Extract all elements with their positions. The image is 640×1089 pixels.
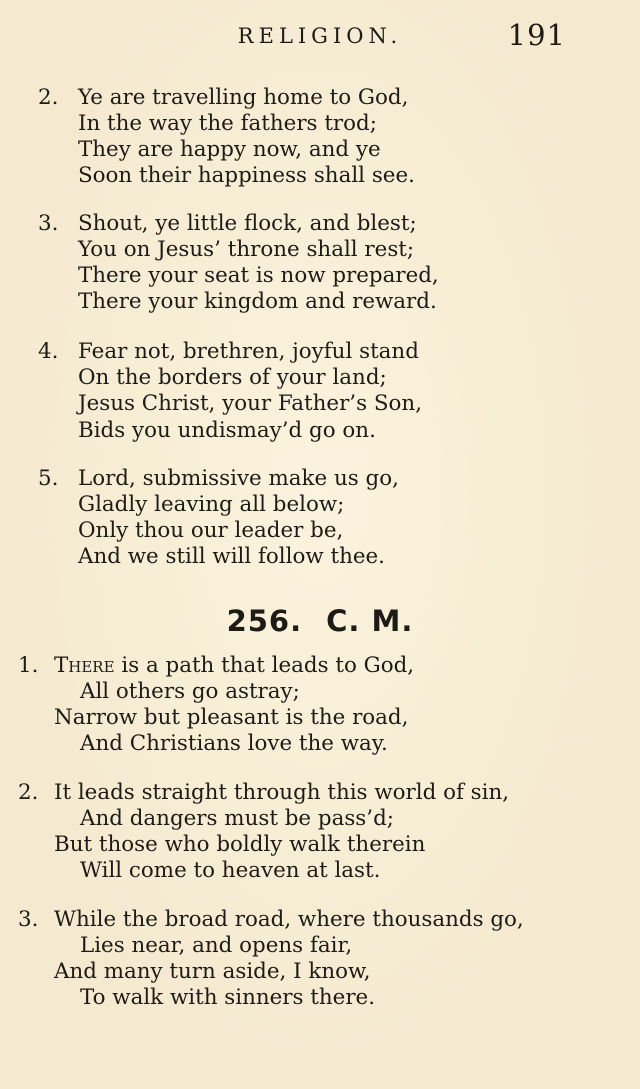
stanza-number: 2.: [18, 780, 39, 805]
verse-line: They are happy now, and ye: [78, 137, 381, 162]
hymn-meter: C. M.: [326, 604, 414, 638]
verse-line: In the way the fathers trod;: [78, 111, 377, 136]
verse-line: And dangers must be pass’d;: [80, 806, 394, 831]
verse-line: And we still will follow thee.: [78, 544, 385, 569]
verse-line: Gladly leaving all below;: [78, 492, 345, 517]
verse-line: Narrow but pleasant is the road,: [54, 705, 409, 730]
verse-line: Soon their happiness shall see.: [78, 163, 415, 188]
stanza-number: 5.: [38, 466, 59, 491]
verse-line: Shout, ye little flock, and blest;: [78, 211, 417, 236]
verse-line: Only thou our leader be,: [78, 518, 344, 543]
verse-line: While the broad road, where thousands go,: [54, 907, 524, 932]
verse-line: And Christians love the way.: [80, 731, 388, 756]
stanza-number: 1.: [18, 653, 39, 678]
verse-line: Lies near, and opens fair,: [80, 933, 353, 958]
hymn-heading: [0, 604, 640, 638]
verse-line: Fear not, brethren, joyful stand: [78, 339, 419, 364]
verse-line: But those who boldly walk therein: [54, 832, 426, 857]
verse-line-first: [54, 655, 414, 676]
verse-line: And many turn aside, I know,: [54, 959, 371, 984]
verse-line: There your kingdom and reward.: [78, 289, 437, 314]
verse-line: Lord, submissive make us go,: [78, 466, 399, 491]
stanza-number: 3.: [38, 211, 59, 236]
verse-line: There your seat is now prepared,: [78, 263, 439, 288]
verse-line: On the borders of your land;: [78, 365, 387, 390]
page-number: 191: [507, 18, 566, 52]
verse-line: Jesus Christ, your Father’s Son,: [78, 391, 422, 416]
verse-line: To walk with sinners there.: [80, 985, 376, 1010]
stanza-number: 3.: [18, 907, 39, 932]
verse-line-rest: is a path that leads to God,: [114, 653, 415, 678]
running-header-title: RELIGION.: [237, 24, 403, 48]
verse-line: You on Jesus’ throne shall rest;: [78, 237, 415, 262]
verse-line: Will come to heaven at last.: [80, 858, 381, 883]
verse-line: It leads straight through this world of sin,: [54, 780, 510, 805]
verse-line: Bids you undismay’d go on.: [78, 418, 376, 443]
verse-line: All others go astray;: [80, 679, 300, 704]
stanza-number: 2.: [38, 85, 59, 110]
hymn-number: 256.: [226, 604, 303, 638]
verse-line: Ye are travelling home to God,: [78, 85, 409, 110]
stanza-number: 4.: [38, 339, 59, 364]
opening-word: There: [54, 653, 115, 678]
